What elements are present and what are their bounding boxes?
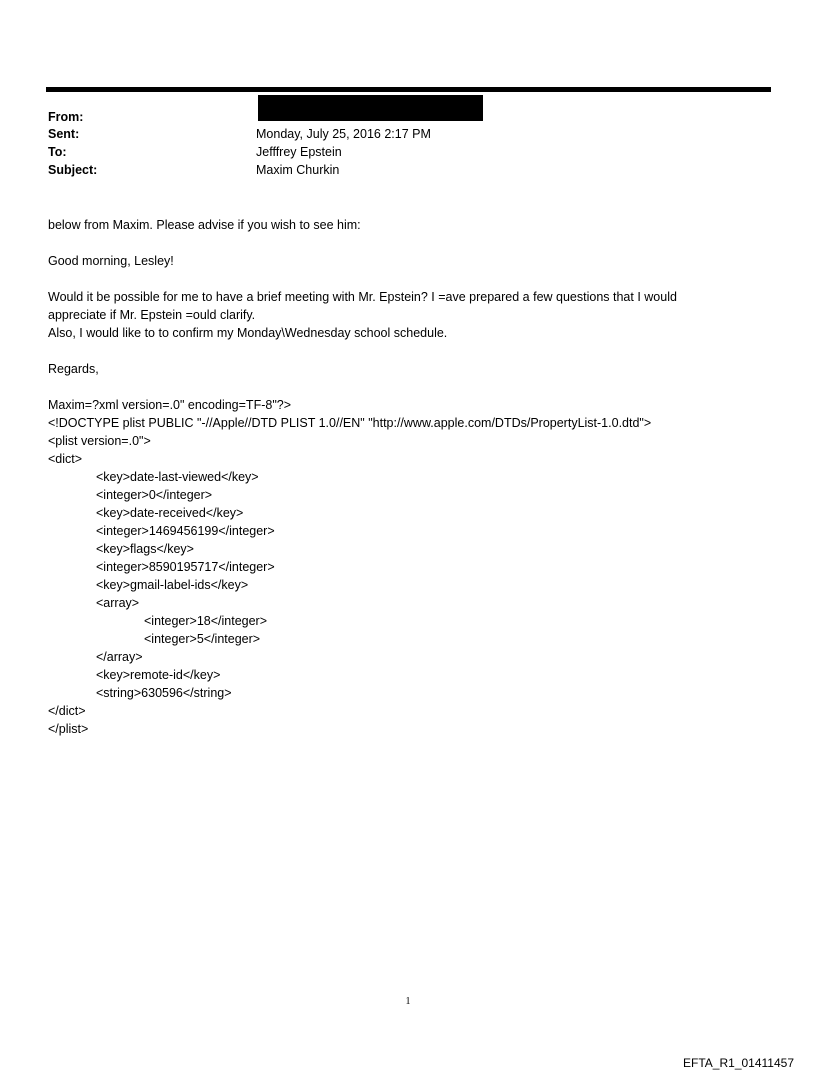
document-id: EFTA_R1_01411457 (683, 1056, 794, 1070)
body-line: Would it be possible for me to have a brief meeting with Mr. Epstein? I =ave prepared a few questions that I would (48, 290, 677, 304)
body-line: </plist> (48, 722, 89, 736)
body-line: Good morning, Lesley! (48, 254, 174, 268)
body-line: </array> (96, 650, 143, 664)
body-line: <integer>0</integer> (96, 488, 213, 502)
to-label: To: (48, 145, 67, 159)
body-line: <integer>18</integer> (144, 614, 268, 628)
body-line: Regards, (48, 362, 99, 376)
body-line: Maxim=?xml version=.0" encoding=TF-8"?> (48, 398, 292, 412)
sent-value: Monday, July 25, 2016 2:17 PM (256, 127, 431, 141)
body-line: below from Maxim. Please advise if you wish to see him: (48, 218, 361, 232)
body-line: <key>remote-id</key> (96, 668, 221, 682)
body-line: <!DOCTYPE plist PUBLIC "-//Apple//DTD PLIST 1.0//EN" "http://www.apple.com/DTDs/PropertyList-1.0.dtd"> (48, 416, 652, 430)
from-label: From: (48, 110, 84, 124)
body-line: <dict> (48, 452, 83, 466)
page-number: 1 (405, 996, 411, 1007)
redaction-box (258, 95, 483, 121)
sent-label: Sent: (48, 127, 80, 141)
body-line: <integer>5</integer> (144, 632, 261, 646)
body-line: <key>date-received</key> (96, 506, 244, 520)
body-line: <integer>8590195717</integer> (96, 560, 275, 574)
body-line: <key>date-last-viewed</key> (96, 470, 259, 484)
body-line: Also, I would like to to confirm my Monday\Wednesday school schedule. (48, 326, 448, 340)
body-line: appreciate if Mr. Epstein =ould clarify. (48, 308, 256, 322)
subject-value: Maxim Churkin (256, 163, 340, 177)
body-line: <array> (96, 596, 140, 610)
header-rule (46, 87, 771, 92)
body-line: <plist version=.0"> (48, 434, 151, 448)
body-line: <string>630596</string> (96, 686, 232, 700)
body-line: <key>gmail-label-ids</key> (96, 578, 249, 592)
body-line: <key>flags</key> (96, 542, 194, 556)
body-line: <integer>1469456199</integer> (96, 524, 275, 538)
subject-label: Subject: (48, 163, 98, 177)
to-value: Jefffrey Epstein (256, 145, 342, 159)
body-line: </dict> (48, 704, 86, 718)
